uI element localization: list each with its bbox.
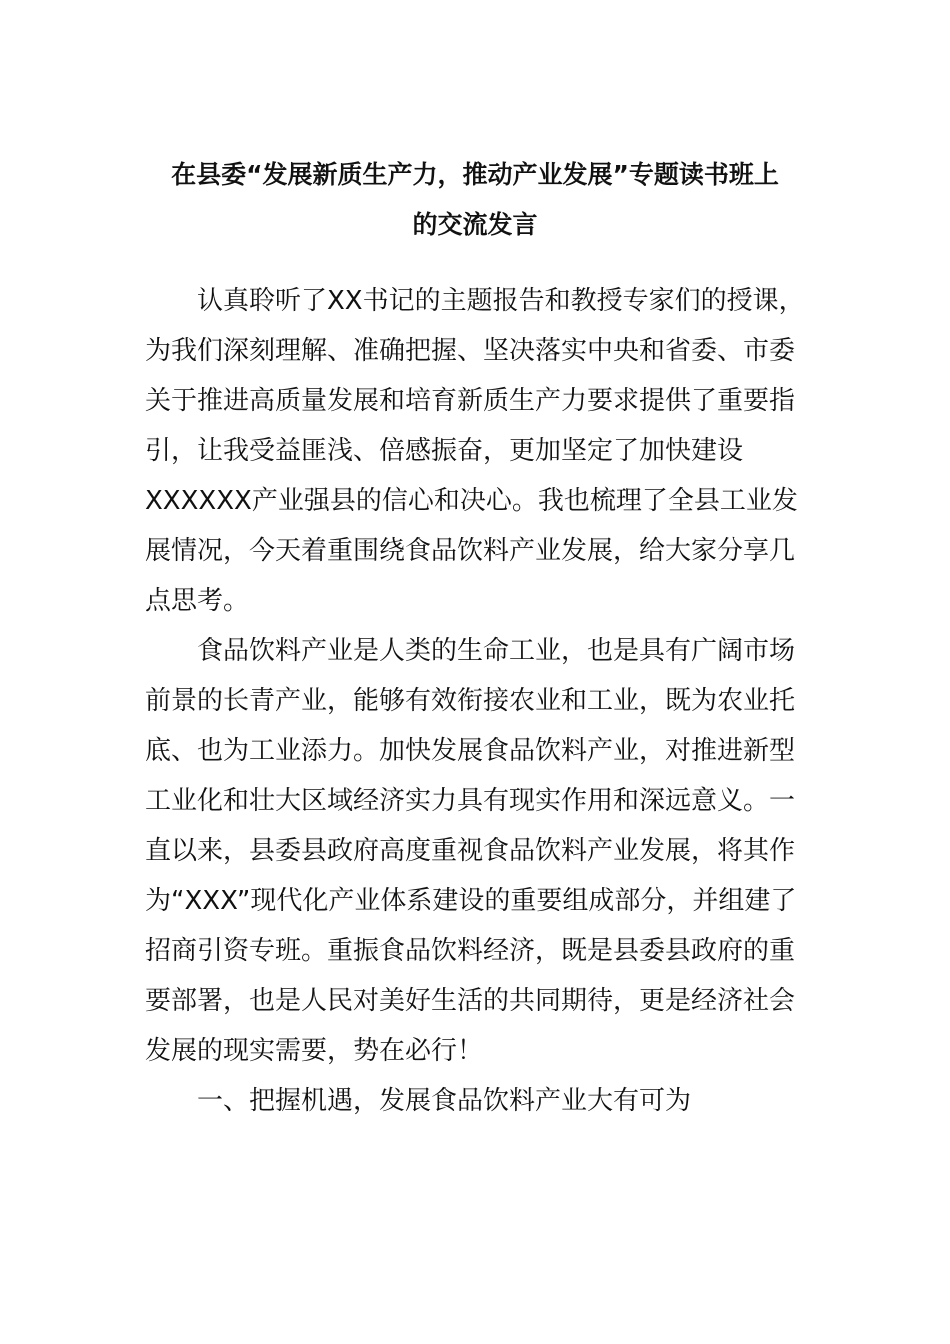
paragraph-2-line-1: 食品饮料产业是人类的生命工业，也是具有广阔市场: [197, 636, 796, 666]
paragraph-1-line-3: 关于推进高质量发展和培育新质生产力要求提供了重要指: [145, 386, 796, 416]
paragraph-2-line-4: 工业化和壮大区域经济实力具有现实作用和深远意义。一: [145, 786, 796, 816]
paragraph-2-line-2: 前景的长青产业，能够有效衔接农业和工业，既为农业托: [145, 686, 796, 716]
paragraph-1-line-6: 展情况，今天着重围绕食品饮料产业发展，给大家分享几: [145, 536, 796, 566]
section-heading-1: 一、把握机遇，发展食品饮料产业大有可为: [197, 1086, 692, 1116]
paragraph-2-line-6: 为“XXX”现代化产业体系建设的重要组成部分，并组建了: [145, 886, 797, 916]
paragraph-2-line-3: 底、也为工业添力。加快发展食品饮料产业，对推进新型: [145, 736, 796, 766]
paragraph-1-line-7: 点思考。: [145, 586, 250, 616]
paragraph-1-line-5: XXXXXX产业强县的信心和决心。我也梳理了全县工业发: [145, 486, 798, 516]
paragraph-1-line-2: 为我们深刻理解、准确把握、坚决落实中央和省委、市委: [145, 336, 796, 366]
paragraph-1-line-1: 认真聆听了XX书记的主题报告和教授专家们的授课，: [197, 286, 805, 316]
paragraph-2-line-5: 直以来，县委县政府高度重视食品饮料产业发展，将其作: [145, 836, 796, 866]
paragraph-2-line-9: 发展的现实需要，势在必行！: [145, 1036, 484, 1066]
paragraph-1-line-4: 引，让我受益匪浅、倍感振奋，更加坚定了加快建设: [145, 436, 744, 466]
paragraph-2-line-8: 要部署，也是人民对美好生活的共同期待，更是经济社会: [145, 986, 796, 1016]
document-title-line-2: 的交流发言: [412, 210, 538, 239]
document-title-line-1: 在县委“发展新质生产力，推动产业发展”专题读书班上: [171, 160, 779, 189]
paragraph-2-line-7: 招商引资专班。重振食品饮料经济，既是县委县政府的重: [145, 936, 796, 966]
